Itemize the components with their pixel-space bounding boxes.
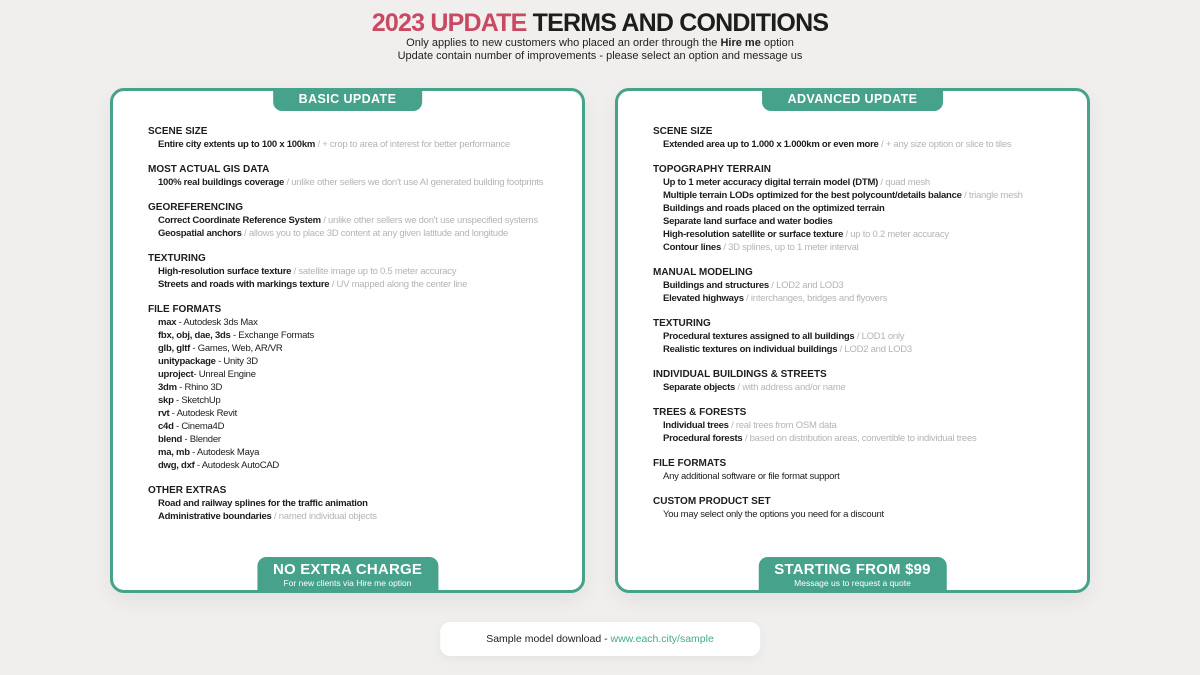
footer-badge-title: STARTING FROM $99 [774,561,931,578]
section-title: TEXTURING [653,318,711,329]
starting-price-badge [758,557,946,593]
title-highlight: 2023 UPDATE [371,9,527,37]
section [653,457,1069,483]
basic-update-badge: BASIC UPDATE [273,88,423,111]
section-title: FILE FORMATS [148,304,222,315]
section [148,484,564,523]
feature-item: unitypackage - Unity 3D [158,356,258,367]
feature-item: Procedural forests / based on distribution areas, convertible to individual trees [663,433,977,444]
feature-item: Multiple terrain LODs optimized for the best polycount/details balance / triangle mesh [663,190,1023,201]
feature-item: Up to 1 meter accuracy digital terrain model (DTM) / quad mesh [663,177,930,188]
feature-item: Realistic textures on individual buildings / LOD2 and LOD3 [663,344,912,355]
section [653,125,1069,151]
feature-item: rvt - Autodesk Revit [158,408,237,419]
section [653,163,1069,254]
section-title: MANUAL MODELING [653,267,753,278]
feature-item: Road and railway splines for the traffic animation [158,498,368,509]
feature-item: dwg, dxf - Autodesk AutoCAD [158,460,280,471]
section [653,495,1069,521]
footer-badge-title: NO EXTRA CHARGE [272,561,423,578]
basic-update-panel [110,88,585,593]
section [653,317,1069,356]
feature-item: fbx, obj, dae, 3ds - Exchange Formats [158,330,314,341]
basic-update-sections [113,91,582,523]
section-title: TOPOGRAPHY TERRAIN [653,164,771,175]
feature-item: Separate land surface and water bodies [663,216,833,227]
feature-item: Correct Coordinate Reference System / unlike other sellers we don't use unspecified systems [158,215,538,226]
page-title [0,10,1200,37]
feature-item: Individual trees / real trees from OSM data [663,420,837,431]
feature-item: Contour lines / 3D splines, up to 1 meter interval [663,242,859,253]
subtitle-line-1: Only applies to new customers who placed an order through the Hire me option [406,37,794,49]
feature-item: Extended area up to 1.000 x 1.000km or even more / + any size option or slice to tiles [663,139,1012,150]
title-rest: TERMS AND CONDITIONS [526,9,829,37]
section [148,125,564,151]
feature-item: Any additional software or file format support [663,471,840,482]
header [0,10,1200,63]
feature-item: Geospatial anchors / allows you to place 3D content at any given latitude and longitude [158,228,509,239]
section [148,252,564,291]
feature-item: Streets and roads with markings texture / UV mapped along the center line [158,279,468,290]
section-title: GEOREFERENCING [148,202,244,213]
feature-item: ma, mb - Autodesk Maya [158,447,260,458]
feature-item: glb, gltf - Games, Web, AR/VR [158,343,283,354]
section [653,368,1069,394]
section-title: MOST ACTUAL GIS DATA [148,164,270,175]
section [148,163,564,189]
section-title: SCENE SIZE [653,126,713,137]
section-title: FILE FORMATS [653,458,727,469]
feature-item: Separate objects / with address and/or name [663,382,846,393]
feature-item: 3dm - Rhino 3D [158,382,223,393]
advanced-update-badge: ADVANCED UPDATE [762,88,944,111]
feature-item: Elevated highways / interchanges, bridges and flyovers [663,293,888,304]
section-title: INDIVIDUAL BUILDINGS & STREETS [653,369,827,380]
section-title: CUSTOM PRODUCT SET [653,496,771,507]
section-title: OTHER EXTRAS [148,485,227,496]
section [148,303,564,472]
sample-download-pill [440,622,760,656]
footer-badge-subtitle: For new clients via Hire me option [283,578,412,588]
feature-item: Administrative boundaries / named individual objects [158,511,377,522]
feature-item: c4d - Cinema4D [158,421,225,432]
sample-download-label: Sample model download - [486,633,611,645]
feature-item: Buildings and structures / LOD2 and LOD3 [663,280,844,291]
section-title: SCENE SIZE [148,126,208,137]
section [148,201,564,240]
advanced-update-panel [615,88,1090,593]
section [653,406,1069,445]
feature-item: skp - SketchUp [158,395,221,406]
feature-item: max - Autodesk 3ds Max [158,317,258,328]
feature-item: uproject- Unreal Engine [158,369,256,380]
feature-item: Procedural textures assigned to all buildings / LOD1 only [663,331,905,342]
feature-item: Entire city extents up to 100 x 100km / + crop to area of interest for better performance [158,139,510,150]
no-extra-charge-badge [257,557,438,593]
section [653,266,1069,305]
feature-item: Buildings and roads placed on the optimized terrain [663,203,885,214]
feature-item: 100% real buildings coverage / unlike other sellers we don't use AI generated building footprints [158,177,544,188]
sample-download-link[interactable]: www.each.city/sample [610,633,714,645]
feature-item: High-resolution surface texture / satellite image up to 0.5 meter accuracy [158,266,457,277]
subtitle-line-2: Update contain number of improvements - please select an option and message us [397,50,803,62]
advanced-update-sections [618,91,1087,521]
feature-item: You may select only the options you need for a discount [663,509,884,520]
feature-item: blend - Blender [158,434,221,445]
section-title: TREES & FORESTS [653,407,747,418]
footer-badge-subtitle: Message us to request a quote [794,578,911,588]
feature-item: High-resolution satellite or surface texture / up to 0.2 meter accuracy [663,229,949,240]
section-title: TEXTURING [148,253,206,264]
panels-container [110,88,1090,593]
